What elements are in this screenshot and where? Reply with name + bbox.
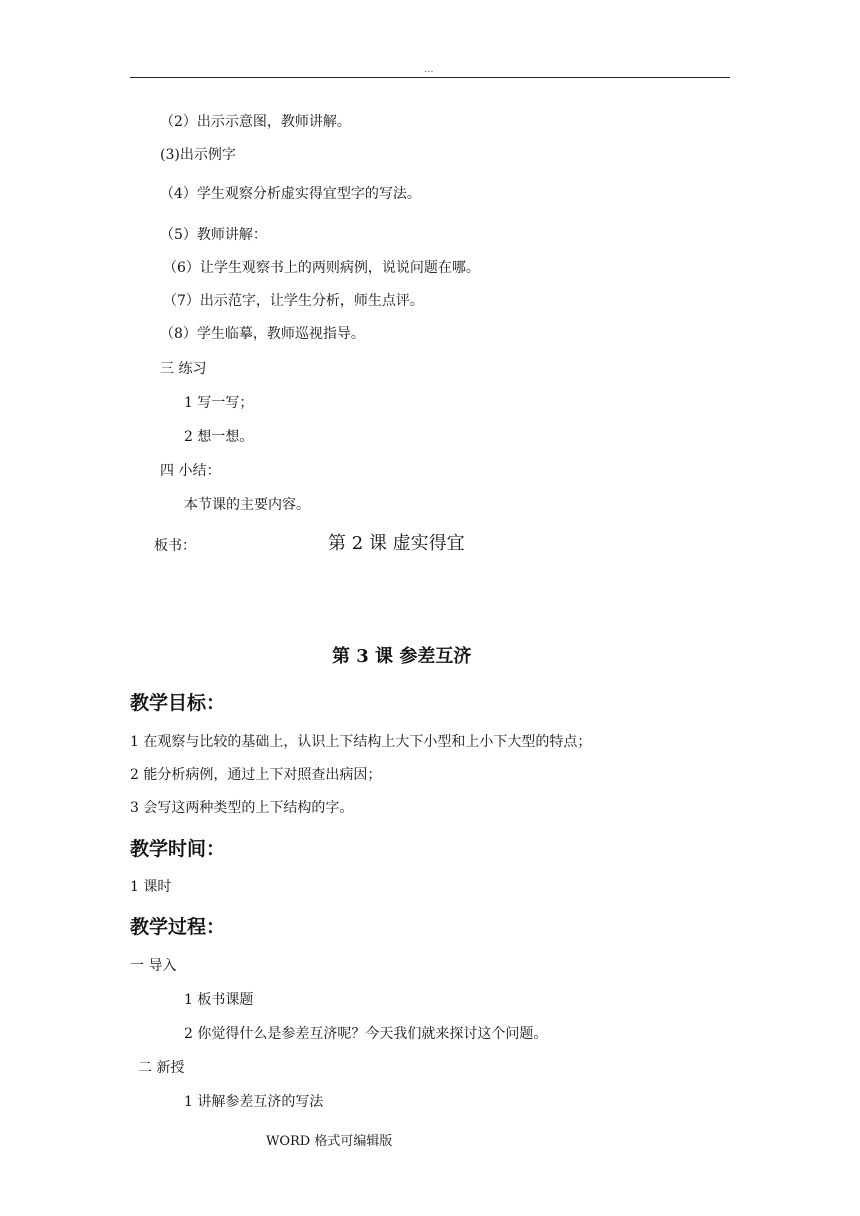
practice-item: 2 想一想。 — [184, 429, 254, 445]
step-2: （2）出示示意图，教师讲解。 — [160, 114, 351, 130]
step-3: (3)出示例字 — [160, 147, 236, 163]
header-mark: ... — [424, 64, 434, 75]
summary-text: 本节课的主要内容。 — [184, 497, 310, 513]
intro-heading: 一 导入 — [130, 958, 177, 974]
lesson-title: 第 3 课 参差互济 — [332, 646, 472, 667]
step-7: （7）出示范字，让学生分析，师生点评。 — [163, 293, 424, 309]
objective-item: 2 能分析病例，通过上下对照查出病因； — [130, 767, 382, 783]
new-item: 1 讲解参差互济的写法 — [184, 1094, 324, 1110]
footer-text: WORD 格式可编辑版 — [266, 1134, 393, 1149]
board-label: 板书： — [154, 538, 196, 554]
process-heading: 教学过程： — [130, 916, 226, 938]
step-5: （5）教师讲解： — [160, 227, 267, 243]
header-rule — [130, 77, 730, 78]
summary-heading: 四 小结： — [160, 463, 221, 479]
step-6: （6）让学生观察书上的两则病例，说说问题在哪。 — [163, 260, 480, 276]
practice-item: 1 写一写； — [184, 395, 254, 411]
intro-item: 2 你觉得什么是参差互济呢？今天我们就来探讨这个问题。 — [184, 1026, 548, 1042]
new-heading: 二 新授 — [138, 1060, 185, 1076]
time-text: 1 课时 — [130, 879, 172, 895]
intro-item: 1 板书课题 — [184, 992, 254, 1008]
practice-heading: 三 练习 — [160, 361, 207, 377]
step-8: （8）学生临摹，教师巡视指导。 — [160, 326, 365, 342]
objective-item: 1 在观察与比较的基础上，认识上下结构上大下小型和上小下大型的特点； — [130, 734, 592, 750]
step-4: （4）学生观察分析虚实得宜型字的写法。 — [160, 186, 421, 202]
objectives-heading: 教学目标： — [130, 692, 226, 714]
board-text: 第 2 课 虚实得宜 — [328, 533, 465, 554]
objective-item: 3 会写这两种类型的上下结构的字。 — [130, 800, 354, 816]
time-heading: 教学时间： — [130, 838, 226, 860]
